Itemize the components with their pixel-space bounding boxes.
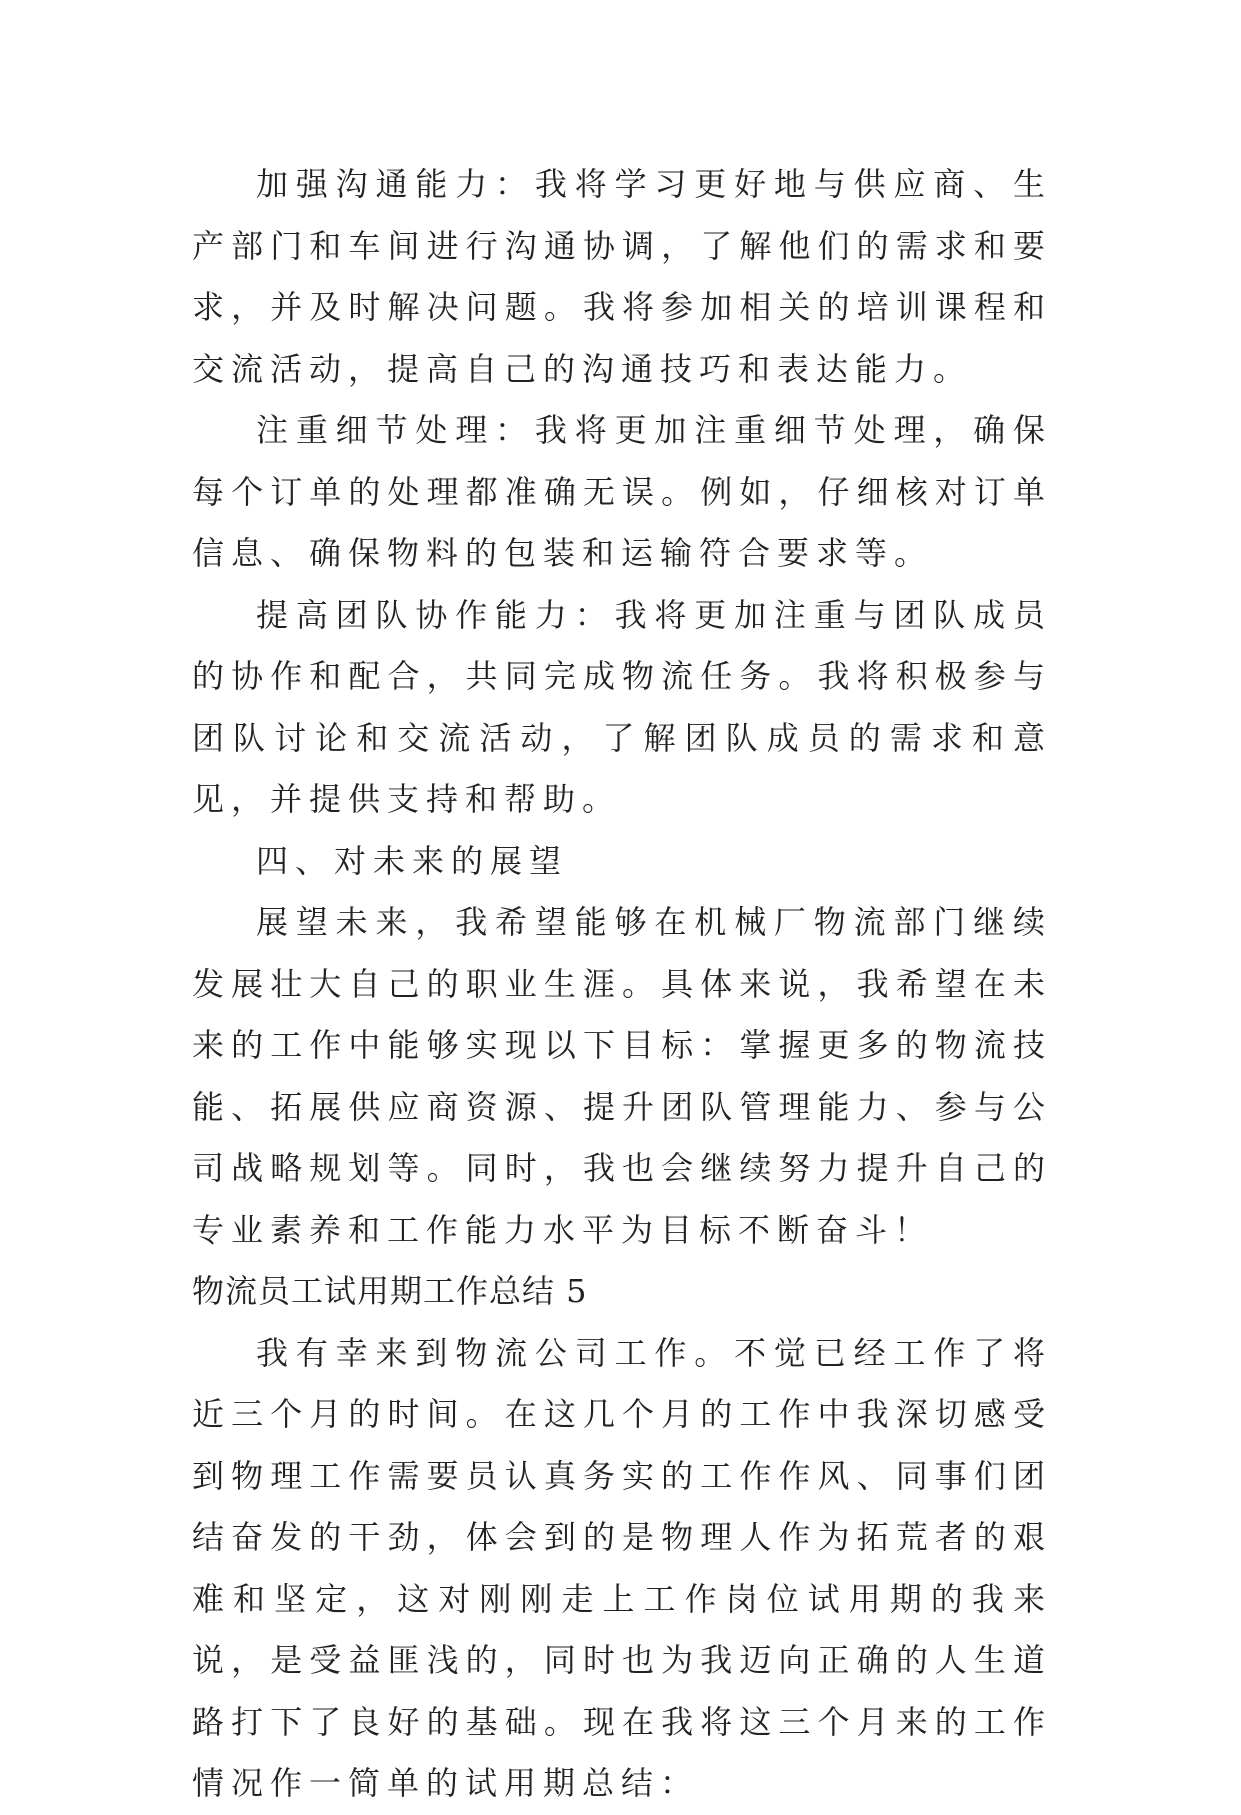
section-heading-outlook: 四、对未来的展望 xyxy=(256,841,569,880)
paragraph-intro: 我有幸来到物流公司工作。不觉已经工作了将近三个月的时间。在这几个月的工作中我深切感受到物理工作需要员认真务实的工作作风、同事们团结奋发的干劲，体会到的是物理人作为拓荒者的艰难和坚定，这对刚刚走上工作岗位试用期的我来说，是受益匪浅的，同时也为我迈向正确的人生道路打下了良好的基础。现在我将这三个月来的工作情况作一简单的试用期总结： xyxy=(192,1333,1052,1802)
document-body xyxy=(192,154,1052,1815)
paragraph-detail: 注重细节处理：我将更加注重细节处理，确保每个订单的处理都准确无误。例如，仔细核对订单信息、确保物料的包装和运输符合要求等。 xyxy=(192,411,1052,572)
paragraph-communication: 加强沟通能力：我将学习更好地与供应商、生产部门和车间进行沟通协调，了解他们的需求和要求，并及时解决问题。我将参加相关的培训课程和交流活动，提高自己的沟通技巧和表达能力。 xyxy=(192,165,1052,388)
paragraph-outlook: 展望未来，我希望能够在机械厂物流部门继续发展壮大自己的职业生涯。具体来说，我希望在未来的工作中能够实现以下目标：掌握更多的物流技能、拓展供应商资源、提升团队管理能力、参与公司战略规划等。同时，我也会继续努力提升自己的专业素养和工作能力水平为目标不断奋斗！ xyxy=(192,903,1052,1249)
document-title: 物流员工试用期工作总结 5 xyxy=(192,1272,588,1310)
paragraph-teamwork: 提高团队协作能力：我将更加注重与团队成员的协作和配合，共同完成物流任务。我将积极参与团队讨论和交流活动，了解团队成员的需求和意见，并提供支持和帮助。 xyxy=(192,595,1052,818)
